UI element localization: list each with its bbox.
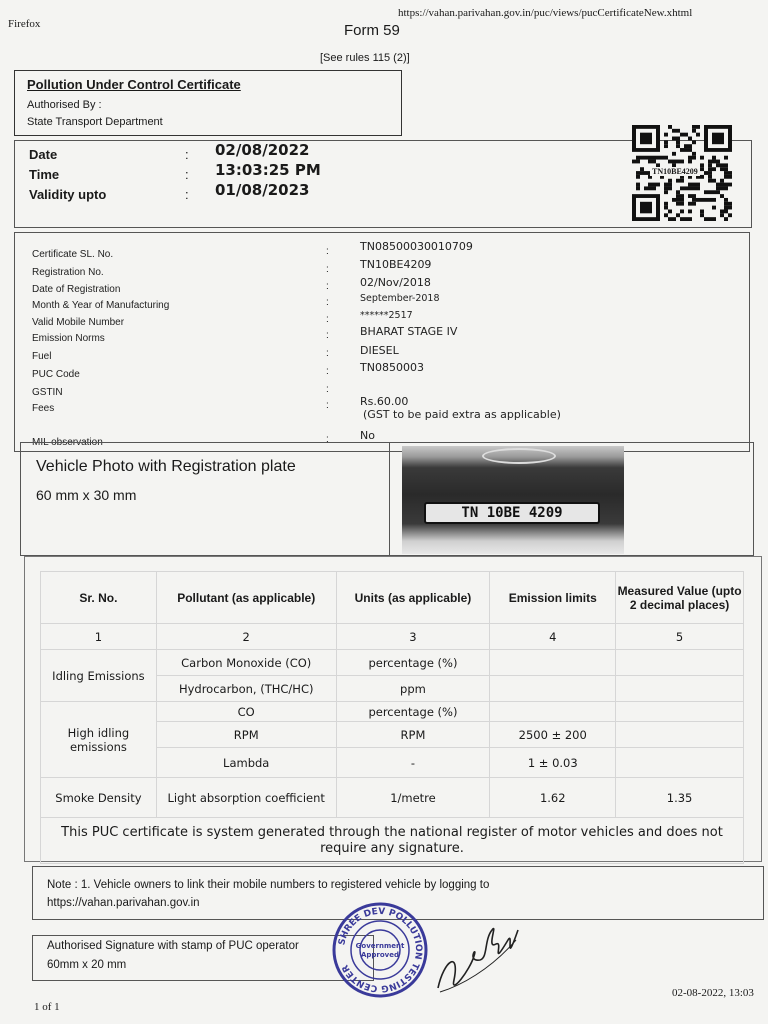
detail-label: Fuel <box>32 351 52 362</box>
detail-label: Fees <box>32 403 55 414</box>
detail-colon: : <box>326 434 329 445</box>
stamp-center-2: Approved <box>360 951 400 959</box>
col-number: 3 <box>336 624 490 650</box>
certificate-title: Pollution Under Control Certificate <box>27 77 241 92</box>
detail-label: MIL observation <box>32 437 103 448</box>
date-colon: : <box>185 147 189 162</box>
validity-value: 01/08/2023 <box>215 181 310 199</box>
unit-cell: percentage (%) <box>336 702 490 722</box>
header-measured: Measured Value (upto 2 decimal places) <box>616 572 744 624</box>
stamp-center-1: Government <box>355 942 405 950</box>
detail-value: DIESEL <box>360 344 399 357</box>
high-idling-label: High idling emissions <box>41 702 157 778</box>
photo-divider <box>389 443 390 555</box>
pollutant-cell: Hydrocarbon, (THC/HC) <box>156 676 336 702</box>
pollutant-cell: CO <box>156 702 336 722</box>
emissions-table <box>40 571 744 864</box>
car-logo-icon <box>482 448 556 464</box>
detail-colon: : <box>326 314 329 325</box>
header-limits: Emission limits <box>490 572 616 624</box>
time-label: Time <box>29 167 60 182</box>
detail-colon: : <box>326 384 329 395</box>
detail-label: Valid Mobile Number <box>32 317 125 328</box>
measured-cell <box>616 748 744 778</box>
pollutant-cell: RPM <box>156 722 336 748</box>
print-timestamp: 02-08-2022, 13:03 <box>672 987 754 999</box>
detail-colon: : <box>326 348 329 359</box>
note-link: https://vahan.parivahan.gov.in <box>47 897 200 909</box>
detail-value: ******2517 <box>360 310 413 321</box>
detail-label: Certificate SL. No. <box>32 249 114 260</box>
detail-colon: : <box>326 281 329 292</box>
detail-value: TN08500030010709 <box>360 240 473 253</box>
unit-cell: - <box>336 748 490 778</box>
page-number: 1 of 1 <box>34 1001 60 1013</box>
limit-cell: 1.62 <box>490 778 616 818</box>
qr-code <box>632 125 732 221</box>
unit-cell: ppm <box>336 676 490 702</box>
idling-label: Idling Emissions <box>41 650 157 702</box>
smoke-label: Smoke Density <box>41 778 157 818</box>
pollutant-cell: Light absorption coefficient <box>156 778 336 818</box>
measured-cell <box>616 722 744 748</box>
signature-label: Authorised Signature with stamp of PUC operator <box>47 940 299 952</box>
browser-name: Firefox <box>8 18 41 30</box>
detail-colon: : <box>326 297 329 308</box>
limit-cell <box>490 650 616 676</box>
detail-colon: : <box>326 246 329 257</box>
vehicle-photo <box>402 446 624 554</box>
photo-title: Vehicle Photo with Registration plate <box>36 458 296 475</box>
col-number: 4 <box>490 624 616 650</box>
department: State Transport Department <box>27 116 163 128</box>
detail-value: BHARAT STAGE IV <box>360 325 458 338</box>
date-label: Date <box>29 147 58 162</box>
svg-text:SHREE DEV POLLUTION TESTING CE <box>337 907 423 993</box>
authorised-by-label: Authorised By : <box>27 99 102 111</box>
detail-value: 02/Nov/2018 <box>360 276 431 289</box>
detail-value: Rs.60.00 <box>360 395 409 408</box>
validity-label: Validity upto <box>29 187 107 202</box>
measured-cell <box>616 650 744 676</box>
pollutant-cell: Lambda <box>156 748 336 778</box>
signature-box <box>32 935 374 981</box>
col-number: 2 <box>156 624 336 650</box>
license-plate: TN 10BE 4209 <box>424 502 600 524</box>
photo-size: 60 mm x 30 mm <box>36 487 137 503</box>
fees-note: (GST to be paid extra as applicable) <box>363 408 561 421</box>
detail-colon: : <box>326 400 329 411</box>
form-title: Form 59 <box>344 22 400 39</box>
header-units: Units (as applicable) <box>336 572 490 624</box>
detail-label: GSTIN <box>32 387 63 398</box>
validity-colon: : <box>185 187 189 202</box>
header-sr-no: Sr. No. <box>41 572 157 624</box>
unit-cell: RPM <box>336 722 490 748</box>
pollutant-cell: Carbon Monoxide (CO) <box>156 650 336 676</box>
limit-cell: 1 ± 0.03 <box>490 748 616 778</box>
detail-label: PUC Code <box>32 369 80 380</box>
detail-colon: : <box>326 264 329 275</box>
time-colon: : <box>185 167 189 182</box>
qr-caption: TN10BE4209 <box>652 167 698 176</box>
page-url: https://vahan.parivahan.gov.in/puc/views/pucCertificateNew.xhtml <box>398 7 693 19</box>
detail-colon: : <box>326 366 329 377</box>
unit-cell: 1/metre <box>336 778 490 818</box>
limit-cell <box>490 676 616 702</box>
date-value: 02/08/2022 <box>215 141 310 159</box>
detail-label: Date of Registration <box>32 284 121 295</box>
detail-label: Emission Norms <box>32 333 105 344</box>
form-rules: [See rules 115 (2)] <box>320 52 410 64</box>
header-box <box>14 70 402 136</box>
measured-cell <box>616 702 744 722</box>
limit-cell <box>490 702 616 722</box>
measured-cell <box>616 676 744 702</box>
detail-value: TN10BE4209 <box>360 258 432 271</box>
system-generated-note: This PUC certificate is system generated through the national register of motor vehicles and does not require any signature. <box>41 818 744 864</box>
header-pollutant: Pollutant (as applicable) <box>156 572 336 624</box>
detail-value: TN0850003 <box>360 361 424 374</box>
measured-cell: 1.35 <box>616 778 744 818</box>
col-number: 5 <box>616 624 744 650</box>
detail-label: Registration No. <box>32 267 104 278</box>
puc-stamp <box>330 900 430 1000</box>
note-line1: Note : 1. Vehicle owners to link their mobile numbers to registered vehicle by logging to <box>47 879 490 891</box>
limit-cell: 2500 ± 200 <box>490 722 616 748</box>
handwritten-signature <box>430 900 530 1000</box>
time-value: 13:03:25 PM <box>215 161 321 179</box>
unit-cell: percentage (%) <box>336 650 490 676</box>
detail-label: Month & Year of Manufacturing <box>32 300 170 311</box>
col-number: 1 <box>41 624 157 650</box>
stamp-ring-text: SHREE DEV POLLUTION TESTING CENTER <box>337 906 424 994</box>
detail-value: September-2018 <box>360 293 440 304</box>
detail-colon: : <box>326 330 329 341</box>
signature-size: 60mm x 20 mm <box>47 959 127 971</box>
detail-value: No <box>360 429 375 442</box>
